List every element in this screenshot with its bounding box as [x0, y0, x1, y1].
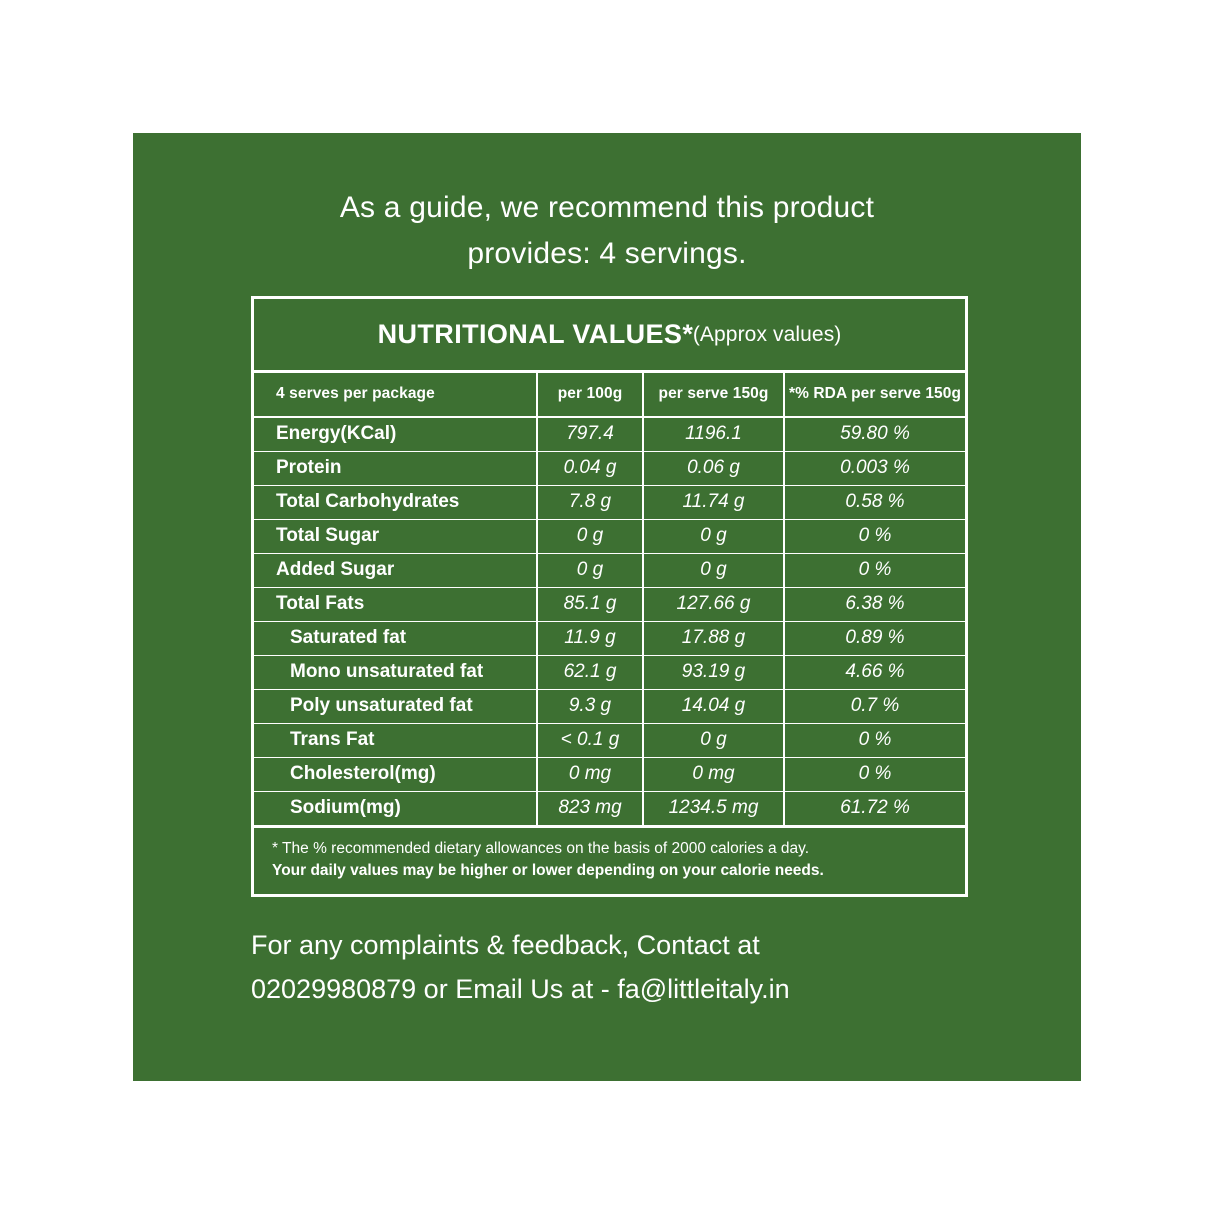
row-per-serve: 1196.1 — [643, 417, 784, 451]
nutrition-panel — [133, 133, 1081, 1081]
row-per-100g: < 0.1 g — [537, 723, 643, 757]
table-row — [254, 553, 965, 587]
nutrition-table — [254, 373, 965, 825]
table-row — [254, 451, 965, 485]
row-per-100g: 0 g — [537, 519, 643, 553]
footnote-line-2: Your daily values may be higher or lower depending on your calorie needs. — [272, 862, 824, 879]
nutritional-values-box — [251, 296, 968, 897]
row-per-100g: 0 g — [537, 553, 643, 587]
row-label: Protein — [254, 451, 537, 485]
table-row — [254, 757, 965, 791]
row-label: Added Sugar — [254, 553, 537, 587]
column-header-rda: *% RDA per serve 150g — [784, 373, 965, 417]
row-per-100g: 0 mg — [537, 757, 643, 791]
row-rda: 0.003 % — [784, 451, 965, 485]
table-row — [254, 587, 965, 621]
nutritional-values-title — [254, 299, 965, 373]
table-row — [254, 791, 965, 825]
table-row — [254, 485, 965, 519]
row-per-100g: 85.1 g — [537, 587, 643, 621]
table-row — [254, 417, 965, 451]
table-row — [254, 655, 965, 689]
row-per-serve: 0 g — [643, 553, 784, 587]
contact-line-1: For any complaints & feedback, Contact at — [251, 930, 760, 960]
table-row — [254, 689, 965, 723]
nutritional-values-approx-note: (Approx values) — [692, 322, 842, 346]
table-row — [254, 519, 965, 553]
row-per-100g: 11.9 g — [537, 621, 643, 655]
table-row — [254, 621, 965, 655]
column-header-per-100g: per 100g — [537, 373, 643, 417]
row-per-100g: 9.3 g — [537, 689, 643, 723]
row-rda: 4.66 % — [784, 655, 965, 689]
row-rda: 0.89 % — [784, 621, 965, 655]
row-rda: 59.80 % — [784, 417, 965, 451]
serving-guide-text — [133, 185, 1081, 277]
row-label: Energy(KCal) — [254, 417, 537, 451]
row-per-100g: 823 mg — [537, 791, 643, 825]
row-per-serve: 0 g — [643, 723, 784, 757]
row-rda: 0 % — [784, 553, 965, 587]
row-per-serve: 127.66 g — [643, 587, 784, 621]
row-label: Mono unsaturated fat — [254, 655, 537, 689]
row-label: Trans Fat — [254, 723, 537, 757]
table-row — [254, 723, 965, 757]
nutrition-table-body — [254, 417, 965, 825]
nutritional-values-title-text: NUTRITIONAL VALUES — [377, 319, 683, 349]
row-rda: 6.38 % — [784, 587, 965, 621]
footnote-line-1: * The % recommended dietary allowances on the basis of 2000 calories a day. — [272, 840, 810, 857]
row-per-100g: 0.04 g — [537, 451, 643, 485]
contact-block — [251, 923, 1011, 1011]
row-rda: 0.7 % — [784, 689, 965, 723]
nutrition-footnote — [254, 825, 965, 894]
row-rda: 0 % — [784, 757, 965, 791]
table-header-row — [254, 373, 965, 417]
row-label: Sodium(mg) — [254, 791, 537, 825]
row-rda: 0 % — [784, 519, 965, 553]
row-label: Cholesterol(mg) — [254, 757, 537, 791]
serving-guide-line-1: As a guide, we recommend this product — [339, 191, 875, 224]
row-per-serve: 14.04 g — [643, 689, 784, 723]
row-per-serve: 93.19 g — [643, 655, 784, 689]
row-per-100g: 7.8 g — [537, 485, 643, 519]
row-per-serve: 0.06 g — [643, 451, 784, 485]
row-per-serve: 0 g — [643, 519, 784, 553]
row-label: Saturated fat — [254, 621, 537, 655]
row-per-serve: 0 mg — [643, 757, 784, 791]
row-per-serve: 11.74 g — [643, 485, 784, 519]
row-label: Total Sugar — [254, 519, 537, 553]
row-rda: 0.58 % — [784, 485, 965, 519]
row-per-serve: 1234.5 mg — [643, 791, 784, 825]
row-per-serve: 17.88 g — [643, 621, 784, 655]
row-per-100g: 797.4 — [537, 417, 643, 451]
row-rda: 61.72 % — [840, 797, 910, 819]
row-per-100g: 62.1 g — [537, 655, 643, 689]
nutritional-values-title-asterisk: * — [682, 319, 693, 349]
column-header-serves: 4 serves per package — [254, 373, 537, 417]
row-rda: 0 % — [784, 723, 965, 757]
row-label: Poly unsaturated fat — [254, 689, 537, 723]
serving-guide-line-2: provides: 4 servings. — [467, 237, 747, 270]
contact-line-2: 02029980879 or Email Us at - fa@littleitaly.in — [251, 974, 790, 1004]
nutrition-table-header — [254, 373, 965, 417]
row-label: Total Fats — [254, 587, 537, 621]
row-label: Total Carbohydrates — [254, 485, 537, 519]
column-header-per-serve: per serve 150g — [643, 373, 784, 417]
